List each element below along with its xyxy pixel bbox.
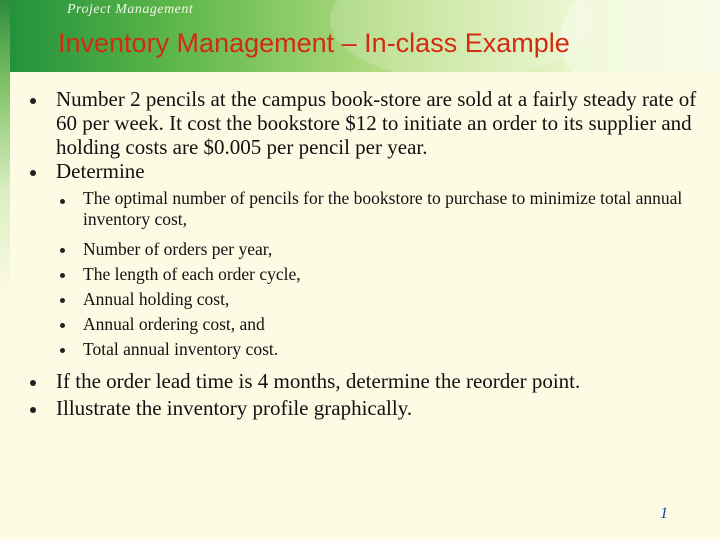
sub-bullet-item <box>28 188 718 230</box>
bullet-text: Determine <box>56 159 145 183</box>
bullet-icon <box>30 170 36 176</box>
bullet-text: Illustrate the inventory profile graphically. <box>56 396 413 420</box>
sub-bullet-icon <box>60 323 65 328</box>
slide-body <box>28 87 718 420</box>
bullet-text: Number 2 pencils at the campus book-store are sold at a fairly steady rate of 60 per week. It cost the bookstore $12 to initiate an order to its supplier and holding costs are $0.005 per pencil per year. <box>56 87 697 159</box>
sub-bullet-text: Annual holding cost, <box>83 289 230 309</box>
sub-bullet-text: The optimal number of pencils for the bookstore to purchase to minimize total annual inventory cost, <box>83 188 683 229</box>
sub-bullet-icon <box>60 273 65 278</box>
bullet-item <box>28 369 718 393</box>
sub-bullet-text: Annual ordering cost, and <box>83 314 265 334</box>
section-label: Project Management <box>67 2 194 17</box>
sub-bullet-text: Total annual inventory cost. <box>83 339 279 359</box>
bullet-text: If the order lead time is 4 months, determine the reorder point. <box>56 369 581 393</box>
sub-bullet-text: The length of each order cycle, <box>83 264 301 284</box>
bullet-icon <box>30 98 36 104</box>
sub-bullet-icon <box>60 248 65 253</box>
bullet-item <box>28 396 718 420</box>
left-decorative-strip <box>0 0 10 540</box>
page-number: 1 <box>660 505 668 522</box>
bullet-item <box>28 87 718 159</box>
sub-bullet-item <box>28 312 718 337</box>
sub-bullet-item <box>28 262 718 287</box>
sub-bullet-item <box>28 287 718 312</box>
bullet-icon <box>30 380 36 386</box>
slide-title: Inventory Management – In-class Example <box>58 28 570 58</box>
header-decoration <box>560 0 720 72</box>
sub-bullet-text: Number of orders per year, <box>83 239 273 259</box>
sub-bullet-item <box>28 337 718 362</box>
sub-bullet-icon <box>60 348 65 353</box>
sub-bullet-icon <box>60 199 65 204</box>
bullet-icon <box>30 407 36 413</box>
bullet-item <box>28 159 718 183</box>
sub-bullet-item <box>28 237 718 262</box>
sub-bullet-icon <box>60 298 65 303</box>
